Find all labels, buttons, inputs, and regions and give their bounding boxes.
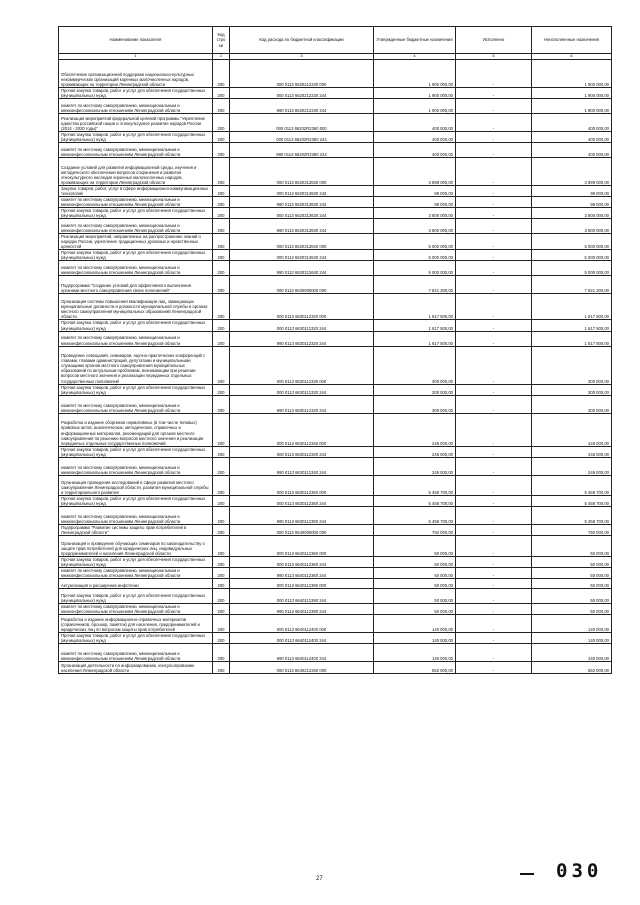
table-row xyxy=(59,495,612,506)
row-budget-code: 000 0113 6630112350 244 xyxy=(230,495,374,506)
row-budget-code: 000 0113 6630000000 000 xyxy=(230,276,374,294)
row-line-code: 200 xyxy=(213,506,230,524)
row-unexecuted: 246 000,00 xyxy=(532,457,612,475)
row-name: Прочая закупка товаров, работ и услуг для обеспечения государственных (муниципальных) нужд xyxy=(59,556,213,567)
table-row xyxy=(59,346,612,384)
row-unexecuted: 5 458 700,00 xyxy=(532,506,612,524)
row-line-code: 200 xyxy=(213,614,230,632)
row-approved: 1 617 500,00 xyxy=(374,320,456,331)
row-approved: 50 000,00 xyxy=(374,578,456,588)
table-row xyxy=(59,234,612,250)
row-unexecuted: 50 000,00 xyxy=(532,535,612,556)
row-unexecuted: 552 000,00 xyxy=(532,662,612,674)
table-row xyxy=(59,320,612,331)
row-executed: - xyxy=(456,524,532,535)
row-name: комитет по местному самоуправлению, межнациональным и межконфессиональным отношениям Ленинградской области xyxy=(59,567,213,578)
column-number: 3 xyxy=(230,54,374,60)
row-approved: 140 000,00 xyxy=(374,614,456,632)
row-name: комитет по местному самоуправлению, межнациональным и межконфессиональным отношениям Ленинградской области xyxy=(59,143,213,158)
row-unexecuted: 3 800 000,00 xyxy=(532,219,612,234)
row-approved: 1 617 500,00 xyxy=(374,294,456,320)
row-budget-code: 990 0113 6630112340 244 xyxy=(230,457,374,475)
table-row xyxy=(59,186,612,197)
row-name: Прочая закупка товаров, работ и услуг для обеспечения государственных (муниципальных) нужд xyxy=(59,446,213,457)
row-line-code: 200 xyxy=(213,395,230,413)
header-approved: Утвержденные бюджетные назначения xyxy=(374,27,456,54)
row-executed: - xyxy=(456,384,532,395)
row-unexecuted: 300 000,00 xyxy=(532,384,612,395)
row-unexecuted: 5 000 000,00 xyxy=(532,250,612,261)
row-line-code: 200 xyxy=(213,567,230,578)
row-budget-code: 990 0113 6640112390 244 xyxy=(230,603,374,614)
row-name: Подпрограмма "Создание условий для эффективного выполнения органами местного самоуправления своих полномочий" xyxy=(59,276,213,294)
row-approved: 400 000,00 xyxy=(374,132,456,143)
stamp-dash xyxy=(520,873,534,875)
row-executed: - xyxy=(456,495,532,506)
row-unexecuted: 1 900 000,00 xyxy=(532,60,612,88)
column-number: 5 xyxy=(456,54,532,60)
row-executed: - xyxy=(456,331,532,346)
row-line-code: 200 xyxy=(213,644,230,662)
row-unexecuted: 140 000,00 xyxy=(532,644,612,662)
row-line-code: 200 xyxy=(213,276,230,294)
row-executed: - xyxy=(456,662,532,674)
row-unexecuted: 5 458 700,00 xyxy=(532,475,612,495)
table-row xyxy=(59,506,612,524)
row-name: комитет по местному самоуправлению, межнациональным и межконфессиональным отношениям Ленинградской области xyxy=(59,197,213,208)
row-approved: 5 458 700,00 xyxy=(374,506,456,524)
row-approved: 50 000,00 xyxy=(374,556,456,567)
row-approved: 50 000,00 xyxy=(374,588,456,603)
row-unexecuted: 50 000,00 xyxy=(532,578,612,588)
row-name: Актуализация и расширение инфоточки xyxy=(59,578,213,588)
row-approved: 246 000,00 xyxy=(374,457,456,475)
row-executed: - xyxy=(456,644,532,662)
row-approved: 5 458 700,00 xyxy=(374,475,456,495)
row-line-code: 200 xyxy=(213,320,230,331)
table-row xyxy=(59,475,612,495)
row-budget-code: 000 0113 6630112350 000 xyxy=(230,475,374,495)
table-row xyxy=(59,114,612,132)
row-budget-code: 990 0113 6620212230 244 xyxy=(230,99,374,114)
row-budget-code: 000 0113 6630112340 000 xyxy=(230,413,374,446)
row-unexecuted: 400 000,00 xyxy=(532,143,612,158)
row-name: комитет по местному самоуправлению, межнациональным и межконфессиональным отношениям Ленинградской области xyxy=(59,331,213,346)
table-row xyxy=(59,578,612,588)
row-unexecuted: 99 000,00 xyxy=(532,197,612,208)
row-approved: 400 000,00 xyxy=(374,143,456,158)
row-line-code: 200 xyxy=(213,603,230,614)
row-unexecuted: 400 000,00 xyxy=(532,132,612,143)
row-unexecuted: 792 000,00 xyxy=(532,524,612,535)
row-line-code: 200 xyxy=(213,346,230,384)
row-unexecuted: 7 821 200,00 xyxy=(532,276,612,294)
row-line-code: 200 xyxy=(213,632,230,643)
row-unexecuted: 50 000,00 xyxy=(532,567,612,578)
column-number: 1 xyxy=(59,54,213,60)
row-line-code: 200 xyxy=(213,475,230,495)
row-approved: 552 000,00 xyxy=(374,662,456,674)
row-budget-code: 990 0113 6620313630 244 xyxy=(230,219,374,234)
row-executed: - xyxy=(456,250,532,261)
row-line-code: 200 xyxy=(213,99,230,114)
header-unexecuted: Неисполненные назначения xyxy=(532,27,612,54)
row-approved: 300 000,00 xyxy=(374,384,456,395)
row-unexecuted: 1 900 000,00 xyxy=(532,88,612,99)
row-budget-code: 000 0113 6620313630 244 xyxy=(230,208,374,219)
row-budget-code: 000 0113 6640112360 000 xyxy=(230,535,374,556)
budget-execution-table xyxy=(58,26,612,674)
table-row xyxy=(59,632,612,643)
row-executed: - xyxy=(456,114,532,132)
row-name: Обеспечение организационной поддержки национально-культурных некоммерческих организаций коренных малочисленных народов, проживающих на территории Ленинградской области xyxy=(59,60,213,88)
row-line-code: 200 xyxy=(213,535,230,556)
row-unexecuted: 300 000,00 xyxy=(532,346,612,384)
row-line-code: 200 xyxy=(213,132,230,143)
row-unexecuted: 246 000,00 xyxy=(532,413,612,446)
row-budget-code: 000 0113 6640112390 244 xyxy=(230,588,374,603)
row-line-code: 200 xyxy=(213,331,230,346)
row-unexecuted: 1 900 000,00 xyxy=(532,99,612,114)
row-executed: - xyxy=(456,603,532,614)
row-executed: - xyxy=(456,158,532,186)
row-approved: 246 000,00 xyxy=(374,446,456,457)
column-number: 6 xyxy=(532,54,612,60)
row-budget-code: 000 0113 6620212230 244 xyxy=(230,88,374,99)
row-executed: - xyxy=(456,395,532,413)
row-budget-code: 990 0113 6620313630 242 xyxy=(230,197,374,208)
row-name: Реализация мероприятий, направленных на распространение знаний о народах России, укрепление традиционных духовных и нравственных ценностей xyxy=(59,234,213,250)
row-unexecuted: 1 617 500,00 xyxy=(532,320,612,331)
row-executed: - xyxy=(456,578,532,588)
table-row xyxy=(59,535,612,556)
row-approved: 1 900 000,00 xyxy=(374,60,456,88)
row-unexecuted: 50 000,00 xyxy=(532,588,612,603)
row-line-code: 200 xyxy=(213,143,230,158)
row-name: Подпрограмма "Развитие системы защиты прав потребителей в Ленинградской области" xyxy=(59,524,213,535)
row-name: комитет по местному самоуправлению, межнациональным и межконфессиональным отношениям Ленинградской области xyxy=(59,644,213,662)
table-row xyxy=(59,524,612,535)
table-row xyxy=(59,567,612,578)
row-line-code: 200 xyxy=(213,384,230,395)
row-line-code: 200 xyxy=(213,446,230,457)
row-line-code: 200 xyxy=(213,524,230,535)
row-budget-code: 000 0113 6640112360 244 xyxy=(230,556,374,567)
row-approved: 300 000,00 xyxy=(374,346,456,384)
row-executed: - xyxy=(456,632,532,643)
row-executed: - xyxy=(456,413,532,446)
row-line-code: 200 xyxy=(213,294,230,320)
row-executed: - xyxy=(456,294,532,320)
row-unexecuted: 3 800 000,00 xyxy=(532,208,612,219)
table-row xyxy=(59,197,612,208)
row-budget-code: 000 0113 6630112320 000 xyxy=(230,294,374,320)
row-name: Закупка товаров, работ, услуг в сфере информационно-коммуникационных технологий xyxy=(59,186,213,197)
row-name: Организация проведения исследований в сфере развития местного самоуправления Ленинградской области, развития муниципальной службы и территориального развития xyxy=(59,475,213,495)
row-approved: 400 000,00 xyxy=(374,114,456,132)
row-unexecuted: 50 000,00 xyxy=(532,556,612,567)
row-name: Прочая закупка товаров, работ и услуг для обеспечения государственных (муниципальных) нужд xyxy=(59,588,213,603)
row-unexecuted: 1 617 500,00 xyxy=(532,331,612,346)
row-unexecuted: 5 000 000,00 xyxy=(532,234,612,250)
row-budget-code: 990 0113 6640112360 244 xyxy=(230,567,374,578)
row-executed: - xyxy=(456,556,532,567)
row-name: Прочая закупка товаров, работ и услуг для обеспечения государственных (муниципальных) нужд xyxy=(59,495,213,506)
row-line-code: 200 xyxy=(213,197,230,208)
row-budget-code: 000 0113 6640112400 244 xyxy=(230,632,374,643)
row-line-code: 200 xyxy=(213,158,230,186)
row-budget-code: 000 0113 6620313630 242 xyxy=(230,186,374,197)
table-row xyxy=(59,588,612,603)
row-executed: - xyxy=(456,346,532,384)
row-approved: 50 000,00 xyxy=(374,567,456,578)
row-name: Прочая закупка товаров, работ и услуг для обеспечения государственных (муниципальных) нужд xyxy=(59,384,213,395)
row-budget-code: 990 0113 6620313640 244 xyxy=(230,261,374,276)
row-executed: - xyxy=(456,234,532,250)
row-line-code: 200 xyxy=(213,588,230,603)
table-row xyxy=(59,60,612,88)
row-line-code: 200 xyxy=(213,88,230,99)
row-name: Организация системы повышения квалификации лиц, замещающих муниципальные должности и должности муниципальной службы в органах местного самоуправления муниципальных образований Ленинградской области xyxy=(59,294,213,320)
row-executed: - xyxy=(456,506,532,524)
row-approved: 300 000,00 xyxy=(374,395,456,413)
table-body xyxy=(59,60,612,674)
row-budget-code: 990 0113 66202R2360 244 xyxy=(230,143,374,158)
row-executed: - xyxy=(456,457,532,475)
row-budget-code: 000 0113 6640112390 000 xyxy=(230,578,374,588)
row-executed: - xyxy=(456,99,532,114)
row-line-code: 200 xyxy=(213,186,230,197)
header-executed: Исполнено xyxy=(456,27,532,54)
row-budget-code: 000 0113 6630112330 000 xyxy=(230,346,374,384)
row-line-code: 200 xyxy=(213,413,230,446)
table-row xyxy=(59,261,612,276)
row-unexecuted: 5 000 000,00 xyxy=(532,261,612,276)
row-unexecuted: 99 000,00 xyxy=(532,186,612,197)
column-number: 4 xyxy=(374,54,456,60)
header-budget-code: Код расхода по бюджетной классификации xyxy=(230,27,374,54)
row-approved: 246 000,00 xyxy=(374,413,456,446)
table-row xyxy=(59,413,612,446)
row-approved: 5 000 000,00 xyxy=(374,234,456,250)
row-name: Организация и проведение обучающих семинаров по законодательству о защите прав потребителей для юридических лиц, индивидуальных предпринимателей и населения Ленинградской области xyxy=(59,535,213,556)
table-row xyxy=(59,331,612,346)
row-budget-code: 000 0113 6640212250 000 xyxy=(230,662,374,674)
table-row xyxy=(59,603,612,614)
row-name: комитет по местному самоуправлению, межнациональным и межконфессиональным отношениям Ленинградской области xyxy=(59,395,213,413)
table-row xyxy=(59,556,612,567)
row-unexecuted: 50 000,00 xyxy=(532,603,612,614)
row-name: Разработка и издание информационно-справочных материалов (справочников, брошюр, памяток) для населения, предпринимателей и юридических лиц по вопросам защиты прав потребителей xyxy=(59,614,213,632)
row-name: Прочая закупка товаров, работ и услуг для обеспечения государственных (муниципальных) нужд xyxy=(59,88,213,99)
row-approved: 140 000,00 xyxy=(374,644,456,662)
row-unexecuted: 140 000,00 xyxy=(532,614,612,632)
row-approved: 99 000,00 xyxy=(374,186,456,197)
row-name: комитет по местному самоуправлению, межнациональным и межконфессиональным отношениям Ленинградской области xyxy=(59,506,213,524)
row-approved: 50 000,00 xyxy=(374,535,456,556)
row-executed: - xyxy=(456,208,532,219)
row-budget-code: 000 0113 6630112330 244 xyxy=(230,384,374,395)
row-name: Проведение совещаний, семинаров, научно-практических конференций с главами, главами администраций, депутатами и муниципальными служащими органов местного самоуправления муниципальных образований по актуальным проблемам, возникающим при решении вопросов местного значения и реализации переданных отдельных государственных полномочий xyxy=(59,346,213,384)
row-budget-code: 000 0113 6620212230 000 xyxy=(230,60,374,88)
row-line-code: 200 xyxy=(213,208,230,219)
row-executed: - xyxy=(456,320,532,331)
table-row xyxy=(59,457,612,475)
row-executed: - xyxy=(456,567,532,578)
row-executed: - xyxy=(456,88,532,99)
row-approved: 1 900 000,00 xyxy=(374,88,456,99)
row-line-code: 200 xyxy=(213,234,230,250)
row-approved: 3 800 000,00 xyxy=(374,208,456,219)
row-executed: - xyxy=(456,186,532,197)
row-approved: 5 000 000,00 xyxy=(374,261,456,276)
row-approved: 5 458 700,00 xyxy=(374,495,456,506)
row-executed: - xyxy=(456,132,532,143)
table-header-row xyxy=(59,27,612,54)
row-budget-code: 000 0113 6620313630 000 xyxy=(230,158,374,186)
header-line-code: Код стро ки xyxy=(213,27,230,54)
row-name: Прочая закупка товаров, работ и услуг для обеспечения государственных (муниципальных) нужд xyxy=(59,208,213,219)
row-name: комитет по местному самоуправлению, межнациональным и межконфессиональным отношениям Ленинградской области xyxy=(59,219,213,234)
table-row xyxy=(59,644,612,662)
table-row xyxy=(59,158,612,186)
row-executed: - xyxy=(456,261,532,276)
row-name: комитет по местному самоуправлению, межнациональным и межконфессиональным отношениям Ленинградской области xyxy=(59,603,213,614)
row-line-code: 200 xyxy=(213,495,230,506)
row-name: Создание условий для развития информационной среды, изучения и методического обеспечения вопросов сохранения и развития этнокультурного наследия коренных малочисленных народов, проживающих на территории Ленинградской области xyxy=(59,158,213,186)
row-line-code: 200 xyxy=(213,250,230,261)
table-row xyxy=(59,132,612,143)
row-unexecuted: 246 000,00 xyxy=(532,446,612,457)
row-approved: 1 617 500,00 xyxy=(374,331,456,346)
row-line-code: 200 xyxy=(213,556,230,567)
row-line-code: 200 xyxy=(213,662,230,674)
row-budget-code: 000 0113 6640000000 000 xyxy=(230,524,374,535)
row-line-code: 200 xyxy=(213,219,230,234)
row-name: Разработка и издание сборников нормативных (в том числе типовых) правовых актов, аналитических, методических, справочных и информационных материалов, рекомендаций для органов местного самоуправления по решению вопросов местного значения и реализации переданных отдельных государственных полномочий xyxy=(59,413,213,446)
table-row xyxy=(59,88,612,99)
row-name: Прочая закупка товаров, работ и услуг для обеспечения государственных (муниципальных) нужд xyxy=(59,250,213,261)
row-unexecuted: 3 899 000,00 xyxy=(532,158,612,186)
row-name: Прочая закупка товаров, работ и услуг для обеспечения государственных (муниципальных) нужд xyxy=(59,320,213,331)
row-line-code: 200 xyxy=(213,60,230,88)
table-row xyxy=(59,143,612,158)
row-unexecuted: 400 000,00 xyxy=(532,114,612,132)
row-budget-code: 000 0113 6630112320 244 xyxy=(230,320,374,331)
row-approved: 7 821 200,00 xyxy=(374,276,456,294)
table-row xyxy=(59,662,612,674)
row-executed: - xyxy=(456,535,532,556)
row-executed: - xyxy=(456,197,532,208)
row-budget-code: 000 0113 66202R2360 000 xyxy=(230,114,374,132)
row-budget-code: 990 0113 6630112320 244 xyxy=(230,331,374,346)
row-executed: - xyxy=(456,614,532,632)
header-name: Наименование показателя xyxy=(59,27,213,54)
table-row xyxy=(59,208,612,219)
row-approved: 3 899 000,00 xyxy=(374,158,456,186)
row-name: Реализация мероприятий федеральной целевой программы "Укрепление единства российской нации и этнокультурное развитие народов России (2014 - 2020 годы)" xyxy=(59,114,213,132)
row-executed: - xyxy=(456,60,532,88)
table-row xyxy=(59,219,612,234)
table-row xyxy=(59,294,612,320)
row-unexecuted: 140 000,00 xyxy=(532,632,612,643)
row-budget-code: 990 0113 6630112330 244 xyxy=(230,395,374,413)
row-line-code: 200 xyxy=(213,114,230,132)
table-row xyxy=(59,276,612,294)
row-approved: 5 000 000,00 xyxy=(374,250,456,261)
row-line-code: 200 xyxy=(213,457,230,475)
row-executed: - xyxy=(456,219,532,234)
archive-stamp xyxy=(520,860,620,888)
row-budget-code: 990 0113 6630112350 244 xyxy=(230,506,374,524)
row-approved: 140 000,00 xyxy=(374,632,456,643)
row-approved: 99 000,00 xyxy=(374,197,456,208)
row-budget-code: 000 0113 6630112340 244 xyxy=(230,446,374,457)
row-unexecuted: 1 617 500,00 xyxy=(532,294,612,320)
row-line-code: 200 xyxy=(213,261,230,276)
page-number: 27 xyxy=(316,876,323,882)
row-approved: 50 000,00 xyxy=(374,603,456,614)
table-row xyxy=(59,446,612,457)
row-approved: 3 800 000,00 xyxy=(374,219,456,234)
row-unexecuted: 5 458 700,00 xyxy=(532,495,612,506)
row-executed: - xyxy=(456,446,532,457)
column-number: 2 xyxy=(213,54,230,60)
table-row xyxy=(59,395,612,413)
table-row xyxy=(59,614,612,632)
row-line-code: 200 xyxy=(213,578,230,588)
row-budget-code: 000 0113 6620313640 244 xyxy=(230,250,374,261)
row-approved: 792 000,00 xyxy=(374,524,456,535)
row-budget-code: 000 0113 6620313640 000 xyxy=(230,234,374,250)
row-budget-code: 990 0113 6640112400 244 xyxy=(230,644,374,662)
stamp-number: 030 xyxy=(556,860,603,882)
row-name: Прочая закупка товаров, работ и услуг для обеспечения государственных (муниципальных) нужд xyxy=(59,632,213,643)
row-name: Прочая закупка товаров, работ и услуг для обеспечения государственных (муниципальных) нужд xyxy=(59,132,213,143)
row-unexecuted: 300 000,00 xyxy=(532,395,612,413)
row-name: комитет по местному самоуправлению, межнациональным и межконфессиональным отношениям Ленинградской области xyxy=(59,261,213,276)
row-executed: - xyxy=(456,588,532,603)
table-row xyxy=(59,99,612,114)
row-name: Организация деятельности по информированию, консультированию населения Ленинградской области xyxy=(59,662,213,674)
row-name: комитет по местному самоуправлению, межнациональным и межконфессиональным отношениям Ленинградской области xyxy=(59,99,213,114)
row-approved: 1 900 000,00 xyxy=(374,99,456,114)
table-row xyxy=(59,384,612,395)
row-budget-code: 000 0113 66202R2360 244 xyxy=(230,132,374,143)
row-executed: - xyxy=(456,475,532,495)
row-budget-code: 000 0113 6640112400 000 xyxy=(230,614,374,632)
table-row xyxy=(59,250,612,261)
row-executed: - xyxy=(456,143,532,158)
row-name: комитет по местному самоуправлению, межнациональным и межконфессиональным отношениям Ленинградской области xyxy=(59,457,213,475)
row-executed: - xyxy=(456,276,532,294)
